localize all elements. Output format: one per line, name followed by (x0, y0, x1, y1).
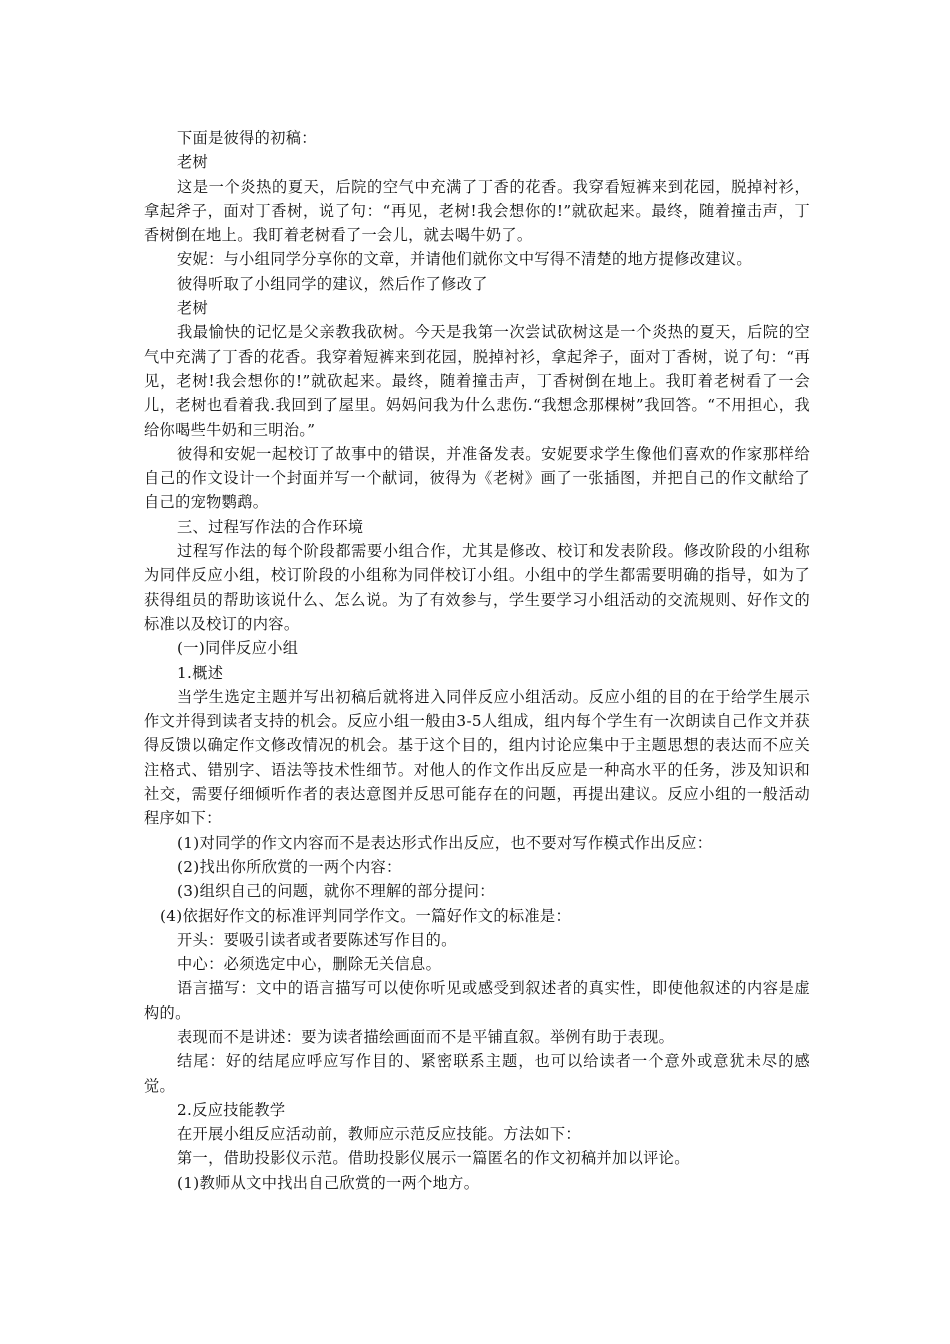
revised-title: 老树 (177, 299, 209, 318)
annie-instruction: 安妮：与小组同学分享你的文章，并请他们就你文中写得不清楚的地方提修改建议。 (177, 250, 752, 269)
revision-note: 彼得听取了小组同学的建议，然后作了修改了 (177, 274, 488, 293)
section-paragraph: 过程写作法的每个阶段都需要小组合作，尤其是修改、校订和发表阶段。修改阶段的小组称为同伴反应小组，校订阶段的小组称为同伴校订小组。小组中的学生都需要明确的指导，如为了获得组员的帮助该说什么、怎么说。为了有效参与，学生要学习小组活动的交流规则、好作文的标准以及校订的内容。 (144, 542, 810, 633)
document-body (144, 126, 810, 1195)
method-step-1: (1)教师从文中找出自己欣赏的一两个地方。 (177, 1173, 480, 1192)
paragraph-intro: 下面是彼得的初稿： (177, 129, 317, 147)
draft-title: 老树 (177, 153, 209, 172)
procedure-item-1: (1)对同学的作文内容而不是表达形式作出反应，也不要对写作模式作出反应： (177, 833, 713, 852)
procedure-item-3: (3)组织自己的问题，就你不理解的部分提问： (177, 882, 495, 901)
subsection-heading: (一)同伴反应小组 (177, 639, 299, 658)
criterion-focus: 中心：必须选定中心，删除无关信息。 (177, 955, 442, 974)
procedure-item-4: (4)依据好作文的标准评判同学作文。一篇好作文的标准是： (160, 906, 572, 925)
subheading-response-skills: 2.反应技能教学 (177, 1100, 286, 1119)
method-first: 第一，借助投影仪示范。借助投影仪展示一篇匿名的作文初稿并加以评论。 (177, 1149, 690, 1168)
criterion-ending: 结尾：好的结尾应呼应写作目的、紧密联系主题，也可以给读者一个意外或意犹未尽的感觉。 (144, 1052, 810, 1095)
criterion-language: 语言描写：文中的语言描写可以使你听见或感受到叙述者的真实性，即使他叙述的内容是虚构的。 (144, 979, 810, 1022)
publishing-paragraph: 彼得和安妮一起校订了故事中的错误，并准备发表。安妮要求学生像他们喜欢的作家那样给自己的作文设计一个封面并写一个献词，彼得为《老树》画了一张插图，并把自己的作文献给了自己的宠物鹦鹉。 (144, 444, 810, 512)
subheading-overview: 1.概述 (177, 663, 224, 682)
section-heading: 三、过程写作法的合作环境 (177, 517, 364, 536)
procedure-item-2: (2)找出你所欣赏的一两个内容： (177, 857, 402, 876)
draft-paragraph: 这是一个炎热的夏天，后院的空气中充满了丁香的花香。我穿看短裤来到花园，脱掉衬衫，拿起斧子，面对丁香树，说了句：“再见，老树!我会想你的!”就砍起来。最终，随着撞击声，丁香树倒在地上。我盯着老树看了一会儿，就去喝牛奶了。 (144, 177, 810, 245)
criterion-show-not-tell: 表现而不是讲述：要为读者描绘画面而不是平铺直叙。举例有助于表现。 (177, 1027, 675, 1046)
skills-intro: 在开展小组反应活动前，教师应示范反应技能。方法如下： (177, 1125, 581, 1144)
overview-paragraph: 当学生选定主题并写出初稿后就将进入同伴反应小组活动。反应小组的目的在于给学生展示作文并得到读者支持的机会。反应小组一般由3-5人组成，组内每个学生有一次朗读自己作文并获得反馈以确定作文修改情况的机会。基于这个目的，组内讨论应集中于主题思想的表达而不应关注格式、错别字、语法等技术性细节。对他人的作文作出反应是一种高水平的任务，涉及知识和社交，需要仔细倾听作者的表达意图并反思可能存在的问题，再提出建议。反应小组的一般活动程序如下： (144, 687, 810, 828)
revised-paragraph: 我最愉快的记忆是父亲教我砍树。今天是我第一次尝试砍树这是一个炎热的夏天，后院的空气中充满了丁香的花香。我穿着短裤来到花园，脱掉衬衫，拿起斧子，面对丁香树，说了句：“再见，老树!我会想你的!”就砍起来。最终，随着撞击声，丁香树倒在地上。我盯着老树看了一会儿，老树也看着我.我回到了屋里。妈妈问我为什么悲伤.“我想念那棵树”我回答。“不用担心，我给你喝些牛奶和三明治。” (144, 323, 810, 439)
criterion-opening: 开头：要吸引读者或者要陈述写作目的。 (177, 930, 457, 949)
